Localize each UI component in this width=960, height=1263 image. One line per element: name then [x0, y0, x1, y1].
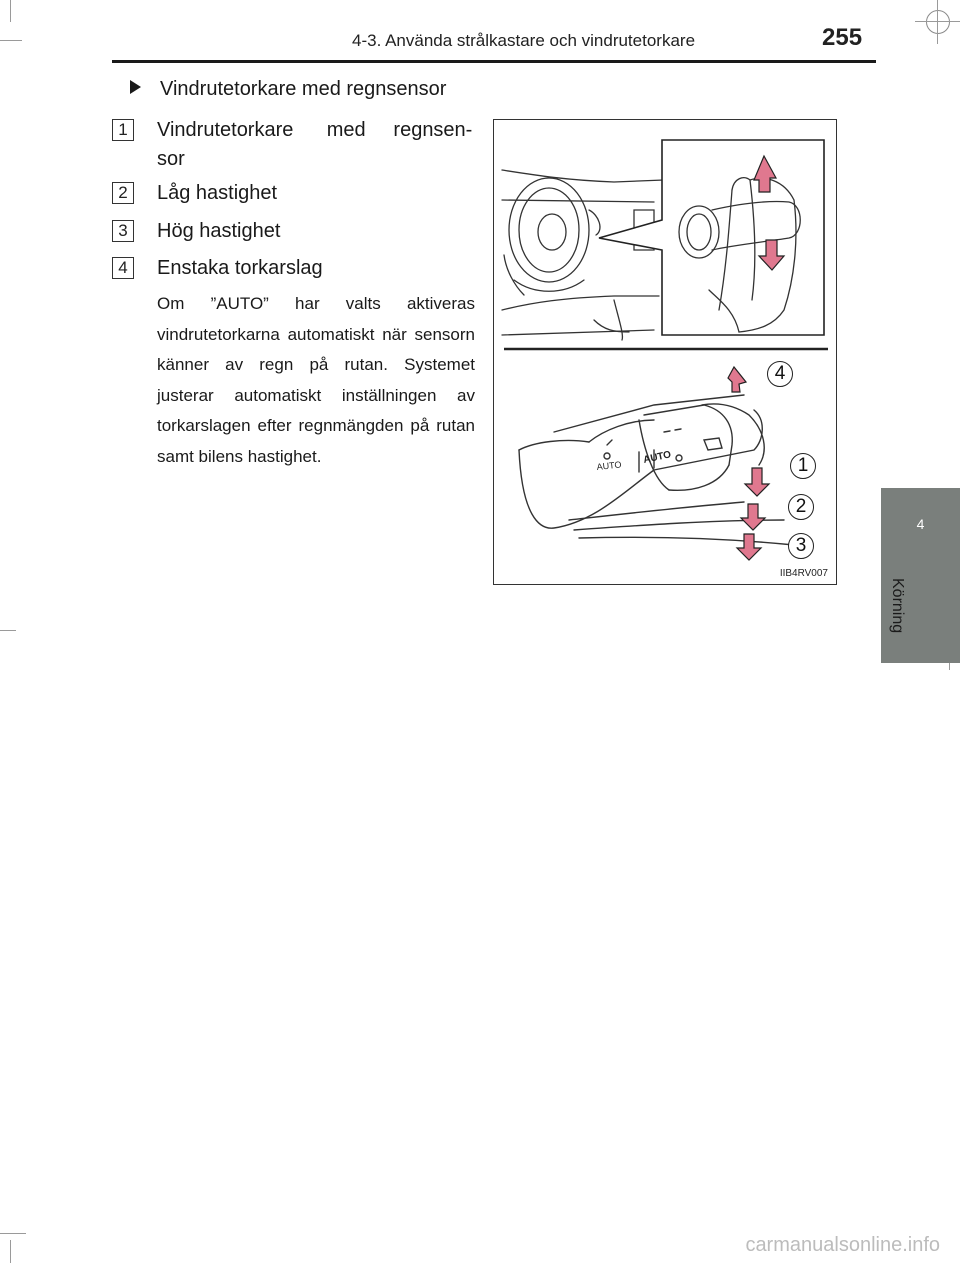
number-badge: 1: [112, 119, 134, 141]
chapter-title: Körning: [889, 578, 906, 634]
arrow-auto-icon: [745, 468, 769, 496]
list-item-label: Hög hastighet: [157, 220, 281, 242]
wiper-illustration: [494, 120, 838, 586]
list-item-label: Enstaka torkarslag: [157, 257, 323, 279]
list-item: [112, 217, 477, 246]
section-title: 4-3. Använda strålkastare och vindrutetorkare: [352, 31, 696, 50]
crop-mark-bottom-left: [10, 1240, 11, 1263]
wiper-lever-figure: [493, 119, 837, 585]
list-item-label: [157, 116, 477, 174]
description-paragraph: Om ”AUTO” har valts aktiveras vindrutetorkarna automatiskt när sensorn känner av regn på rutan. Systemet justerar automatiskt inställningen av torkarslagen efter regnmängden på rutan samt bilens hastighet.: [157, 294, 475, 466]
figure-code: IIB4RV007: [779, 568, 828, 579]
list-item-label-line-1: Vindrutetorkare med regnsen-: [157, 119, 473, 141]
number-badge: 2: [112, 182, 134, 204]
crop-mark-top-right: [926, 10, 950, 34]
crop-mark-bottom-left: [0, 1233, 26, 1234]
arrow-high-icon: [737, 534, 761, 560]
list-item-label: Låg hastighet: [157, 182, 278, 204]
number-badge: 4: [112, 257, 134, 279]
watermark: carmanualsonline.info: [745, 1234, 940, 1256]
header-rule: [112, 60, 876, 63]
list-item: [112, 254, 477, 283]
subheading-text: Vindrutetorkare med regnsensor: [160, 78, 447, 100]
crop-mark-left-middle: [0, 630, 16, 631]
number-badge: 3: [112, 220, 134, 242]
subheading: [130, 78, 446, 101]
crop-mark-top-left: [10, 0, 11, 22]
callout-1: 1: [790, 453, 816, 479]
callout-4: 4: [767, 361, 793, 387]
list-item-label-line-2: sor: [157, 148, 185, 170]
list-item: [112, 116, 477, 174]
arrow-single-wipe-icon: [728, 367, 746, 392]
chapter-tab: [881, 488, 960, 663]
callout-3: 3: [788, 533, 814, 559]
callout-2: 2: [788, 494, 814, 520]
arrow-low-icon: [741, 504, 765, 530]
ring-auto-label: AUTO: [642, 449, 673, 466]
crop-mark-top-right: [937, 0, 938, 44]
crop-mark-top-right: [915, 21, 960, 22]
triangle-bullet-icon: [130, 80, 141, 94]
list-item: [112, 179, 477, 208]
stalk-auto-label: AUTO: [596, 459, 622, 472]
crop-mark-top-left: [0, 40, 22, 41]
chapter-number: 4: [916, 516, 925, 532]
page-number: 255: [822, 24, 863, 51]
